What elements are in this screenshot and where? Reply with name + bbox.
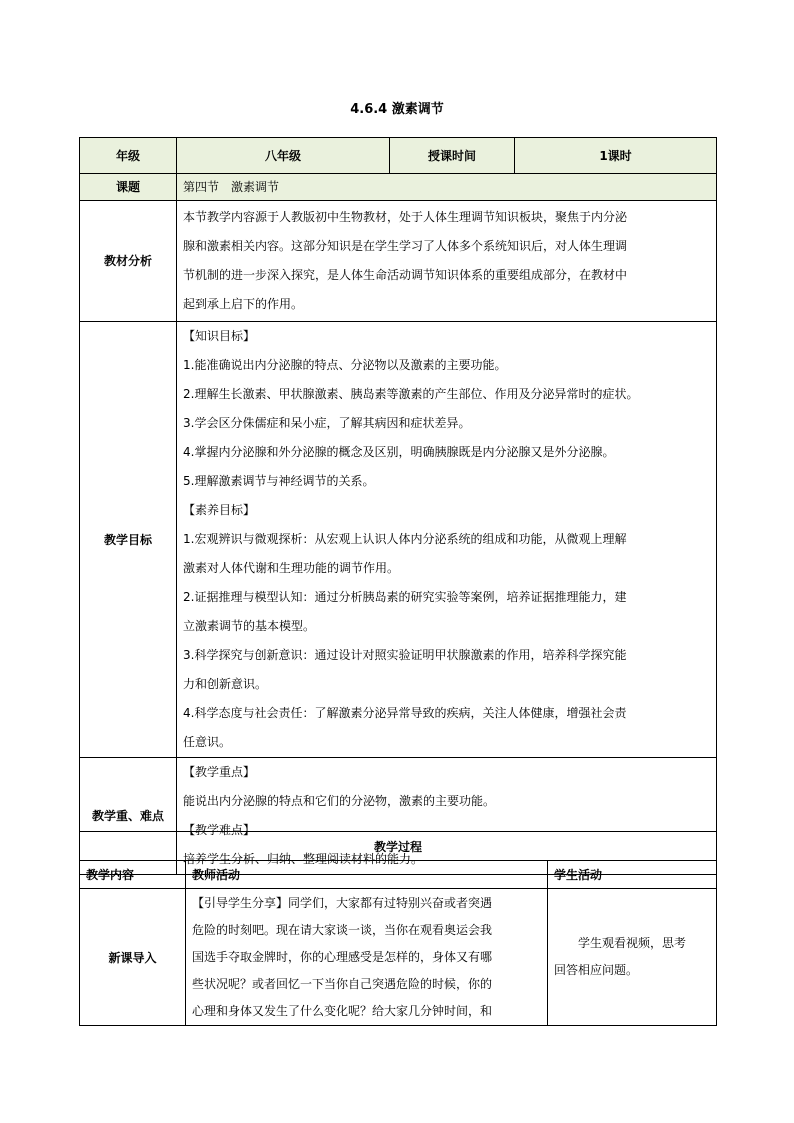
lesson-plan-table [79,137,717,875]
grade-label: 年级 [80,138,177,174]
document-title: 4.6.4 激素调节 [350,102,444,117]
goals-line: 1.能准确说出内分泌腺的特点、分泌物以及激素的主要功能。 [183,358,507,372]
intro-label: 新课导入 [80,889,186,1026]
grade-value: 八年级 [177,138,390,174]
teacher-line: 危险的时刻吧。现在请大家谈一谈，当你在观看奥运会我 [192,922,493,937]
analysis-line: 节机制的进一步深入探究，是人体生命活动调节知识体系的重要组成部分，在教材中 [183,268,628,282]
analysis-label: 教材分析 [80,201,177,322]
time-value: 1课时 [515,138,717,174]
col-student-header: 学生活动 [548,861,717,889]
goals-line: 3.学会区分侏儒症和呆小症，了解其病因和症状差异。 [183,416,471,430]
student-line: 学生观看视频，思考 [578,936,687,950]
process-title: 教学过程 [80,832,717,861]
goals-line: 力和创新意识。 [183,677,268,691]
analysis-line: 本节教学内容源于人教版初中生物教材，处于人体生理调节知识板块，聚焦于内分泌 [183,210,628,224]
teacher-line: 【引导学生分享】同学们，大家都有过特别兴奋或者突遇 [192,895,493,910]
analysis-content [177,201,717,322]
intro-teacher-activity [186,889,548,1026]
goals-line: 4.掌握内分泌腺和外分泌腺的概念及区别，明确胰腺既是内分泌腺又是外分泌腺。 [183,445,615,459]
goals-line: 4.科学态度与社会责任：了解激素分泌异常导致的疾病，关注人体健康，增强社会责 [183,706,627,720]
goals-line: 2.理解生长激素、甲状腺激素、胰岛素等激素的产生部位、作用及分泌异常时的症状。 [183,387,639,401]
topic-value: 第四节 激素调节 [177,174,717,201]
goals-line: 2.证据推理与模型认知：通过分析胰岛素的研究实验等案例，培养证据推理能力，建 [183,590,627,604]
keypoints-label: 教学重、难点 [80,758,177,875]
col-teacher-header: 教师活动 [186,861,548,889]
topic-label: 课题 [80,174,177,201]
goals-line: 1.宏观辨识与微观探析：从宏观上认识人体内分泌系统的组成和功能，从微观上理解 [183,532,627,546]
teacher-line: 心理和身体又发生了什么变化呢？给大家几分钟时间，和 [192,1003,493,1018]
analysis-row [80,201,717,322]
keypoints-line: 培养学生分析、归纳、整理阅读材料的能力。 [183,852,424,866]
teacher-line: 些状况呢？或者回忆一下当你自己突遇危险的时候，你的 [192,976,493,991]
goals-content [177,322,717,758]
goals-row [80,322,717,758]
goals-line: 任意识。 [183,735,232,749]
goals-line: 激素对人体代谢和生理功能的调节作用。 [183,561,400,575]
student-line: 回答相应问题。 [554,963,639,977]
goals-line: 【知识目标】 [183,329,256,343]
keypoints-line: 能说出内分泌腺的特点和它们的分泌物，激素的主要功能。 [183,794,496,808]
goals-label: 教学目标 [80,322,177,758]
teacher-line: 国选手夺取金牌时，你的心理感受是怎样的，身体又有哪 [192,949,493,964]
intro-student-activity [548,889,717,1026]
goals-line: 立激素调节的基本模型。 [183,619,316,633]
analysis-line: 腺和激素相关内容。这部分知识是在学生学习了人体多个系统知识后，对人体生理调 [183,239,628,253]
process-header-row [80,861,717,889]
keypoints-line: 【教学重点】 [183,765,256,779]
goals-line: 5.理解激素调节与神经调节的关系。 [183,474,375,488]
process-table [79,831,717,1026]
analysis-line: 起到承上启下的作用。 [183,297,304,311]
keypoints-line: 【教学难点】 [183,823,256,837]
intro-row [80,889,717,1026]
header-row [80,138,717,174]
time-label: 授课时间 [390,138,515,174]
process-title-row [80,832,717,861]
goals-line: 【素养目标】 [183,503,256,517]
goals-line: 3.科学探究与创新意识：通过设计对照实验证明甲状腺激素的作用，培养科学探究能 [183,648,627,662]
col-content-header: 教学内容 [80,861,186,889]
topic-row [80,174,717,201]
